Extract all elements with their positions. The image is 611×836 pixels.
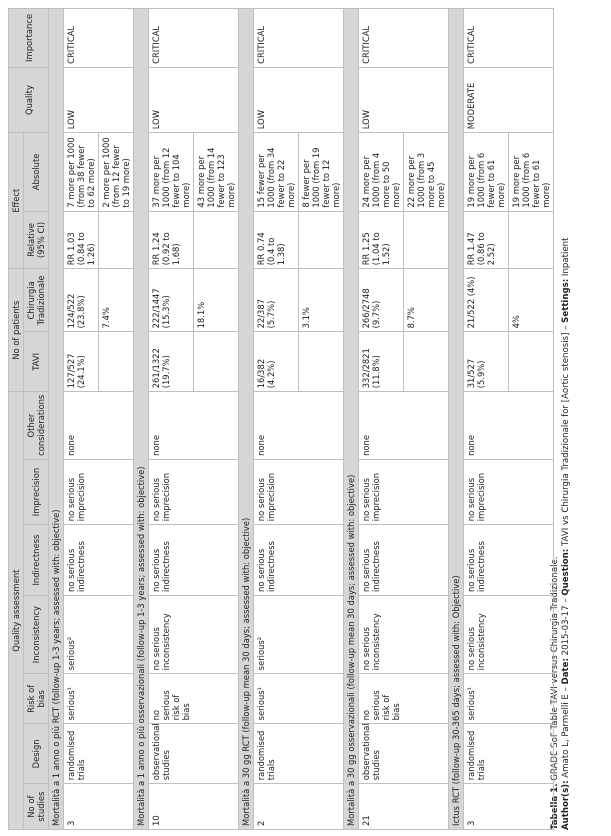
outcome-row	[149, 9, 194, 830]
outcome-section-row	[449, 9, 464, 830]
imprecision-cell: no serious imprecision	[64, 459, 134, 524]
tavi-cell: 16/382 (4.2%)	[254, 332, 299, 392]
imprecision-header: Imprecision	[24, 459, 49, 524]
indirectness-cell: no serious indirectness	[359, 525, 449, 596]
chirurgia-cell-2: 3.1%	[299, 269, 344, 332]
other-cell: none	[254, 392, 344, 460]
risk-cell: serious¹	[64, 674, 134, 724]
caption-title-bold: Tabella 1.	[550, 783, 560, 830]
chirurgia-header: Chirurgia Tradizionale	[24, 269, 49, 332]
quality-header: Quality	[9, 67, 49, 132]
outcome-title: Mortalità a 30 gg osservazionali (follow-up mean 30 days; assessed with: objective)	[344, 9, 359, 830]
tavi-cell: 332/2821 (11.8%)	[359, 332, 404, 392]
design-cell: randomised trials	[464, 724, 554, 784]
indirectness-cell: no serious indirectness	[464, 525, 554, 596]
outcome-title: Mortalità a 30 gg RCT (follow-up mean 30 days; assessed with: objective)	[239, 9, 254, 830]
indirectness-cell: no serious indirectness	[149, 525, 239, 596]
importance-header: Importance	[9, 9, 49, 68]
studies-cell: 2	[254, 784, 344, 830]
chirurgia-cell: 22/387 (5.7%)	[254, 269, 299, 332]
relative-cell-empty	[194, 211, 239, 269]
outcome-title: Mortalità a 1 anno o più RCT (follow-up 1-3 years; assessed with: objective)	[49, 9, 64, 830]
chirurgia-cell-2: 4%	[509, 269, 554, 332]
question-value: TAVI vs Chirurgia Tradizionale for [Aortic stenosis] –	[561, 322, 571, 549]
imprecision-cell: no serious imprecision	[359, 459, 449, 524]
studies-cell: 3	[464, 784, 554, 830]
outcome-section-row	[344, 9, 359, 830]
relative-cell-empty	[299, 211, 344, 269]
outcome-section-row	[239, 9, 254, 830]
caption-title-rest: GRADE SoF Table TAVI versus Chirurgia Tradizionale.	[550, 556, 560, 784]
design-cell: observational studies	[359, 724, 449, 784]
chirurgia-cell-2: 8.7%	[404, 269, 449, 332]
chirurgia-cell: 222/1447 (15.3%)	[149, 269, 194, 332]
chirurgia-cell: 266/2748 (9.7%)	[359, 269, 404, 332]
tavi-cell-empty	[404, 332, 449, 392]
indirectness-cell: no serious indirectness	[64, 525, 134, 596]
design-cell: randomised trials	[64, 724, 134, 784]
effect-header: Effect	[9, 133, 24, 269]
imprecision-cell: no serious imprecision	[464, 459, 554, 524]
inconsistency-cell: no serious inconsistency	[149, 595, 239, 673]
inconsistency-cell: serious²	[64, 595, 134, 673]
tavi-cell-empty	[194, 332, 239, 392]
quality-cell: LOW	[254, 67, 344, 132]
absolute-cell-2: 43 more per 1000 (from 14 fewer to 123 more)	[194, 133, 239, 211]
outcome-title: Ictus RCT (follow-up 30-365 days; assessed with: Objective)	[449, 9, 464, 830]
settings-label: Settings:	[561, 278, 571, 323]
importance-cell: CRITICAL	[464, 9, 554, 68]
tavi-cell-empty	[509, 332, 554, 392]
relative-cell: RR 1.03 (0.84 to 1.26)	[64, 211, 99, 269]
indirectness-header: Indirectness	[24, 525, 49, 596]
outcome-title: Mortalità a 1 anno o più osservazionali (follow-up 1-3 years; assessed with: objective)	[134, 9, 149, 830]
risk-of-bias-header: Risk of bias	[24, 674, 49, 724]
indirectness-cell: no serious indirectness	[254, 525, 344, 596]
design-header: Design	[24, 724, 49, 784]
tavi-cell: 261/1322 (19.7%)	[149, 332, 194, 392]
absolute-cell-2: 2 more per 1000 (from 12 fewer to 19 more)	[99, 133, 134, 211]
studies-cell: 10	[149, 784, 239, 830]
absolute-cell-2: 22 more per 1000 (from 3 more to 45 more)	[404, 133, 449, 211]
absolute-cell: 24 more per 1000 (from 4 more to 50 more)	[359, 133, 404, 211]
date-label: Date:	[561, 658, 571, 685]
absolute-header: Absolute	[24, 133, 49, 211]
authors-value: Amato L, Parmelli E –	[561, 684, 571, 781]
other-cell: none	[359, 392, 449, 460]
other-cell: none	[149, 392, 239, 460]
absolute-cell: 37 more per 1000 (from 12 fewer to 104 more)	[149, 133, 194, 211]
chirurgia-cell-2: 7.4%	[99, 269, 134, 332]
risk-cell: serious¹	[464, 674, 554, 724]
inconsistency-header: Inconsistency	[24, 595, 49, 673]
outcome-row	[464, 9, 509, 830]
outcome-row	[254, 9, 299, 830]
outcome-row	[359, 9, 404, 830]
tavi-cell-empty	[299, 332, 344, 392]
relative-cell: RR 1.24 (0.92 to 1.68)	[149, 211, 194, 269]
relative-cell: RR 1.25 (1.04 to 1.52)	[359, 211, 404, 269]
outcome-section-row	[134, 9, 149, 830]
inconsistency-cell: no serious inconsistency	[464, 595, 554, 673]
risk-cell: no serious risk of bias	[149, 674, 239, 724]
inconsistency-cell: serious²	[254, 595, 344, 673]
importance-cell: CRITICAL	[149, 9, 239, 68]
importance-cell: CRITICAL	[254, 9, 344, 68]
tavi-cell: 31/527 (5.9%)	[464, 332, 509, 392]
risk-cell: serious¹	[254, 674, 344, 724]
design-cell: randomised trials	[254, 724, 344, 784]
authors-label: Author(s):	[561, 780, 571, 830]
grade-sof-table	[8, 8, 554, 830]
studies-cell: 21	[359, 784, 449, 830]
chirurgia-cell-2: 18.1%	[194, 269, 239, 332]
imprecision-cell: no serious imprecision	[149, 459, 239, 524]
chirurgia-cell: 124/522 (23.8%)	[64, 269, 99, 332]
settings-value: Inpatient	[561, 237, 571, 279]
outcome-row	[64, 9, 99, 830]
relative-header: Relative (95% CI)	[24, 211, 49, 269]
quality-cell: MODERATE	[464, 67, 554, 132]
quality-cell: LOW	[64, 67, 134, 132]
risk-cell: no serious risk of bias	[359, 674, 449, 724]
tavi-header: TAVI	[24, 332, 49, 392]
no-of-studies-header: No of studies	[24, 784, 49, 830]
tavi-cell-empty	[99, 332, 134, 392]
absolute-cell: 19 more per 1000 (from 6 fewer to 61 more)	[464, 133, 509, 211]
absolute-cell-2: 19 more per 1000 (from 6 fewer to 61 more)	[509, 133, 554, 211]
relative-cell: RR 1.47 (0.86 to 2.52)	[464, 211, 509, 269]
studies-cell: 3	[64, 784, 134, 830]
chirurgia-cell: 21/522 (4%)	[464, 269, 509, 332]
question-label: Question:	[561, 548, 571, 596]
inconsistency-cell: no serious inconsistency	[359, 595, 449, 673]
design-cell: observational studies	[149, 724, 239, 784]
date-value: 2015-03-17 –	[561, 595, 571, 659]
absolute-cell-2: 8 fewer per 1000 (from 19 fewer to 12 more)	[299, 133, 344, 211]
imprecision-cell: no serious imprecision	[254, 459, 344, 524]
other-cell: none	[64, 392, 134, 460]
caption-meta	[561, 10, 572, 830]
outcome-section-row	[49, 9, 64, 830]
quality-assessment-header: Quality assessment	[9, 392, 24, 830]
absolute-cell: 7 more per 1000 (from 38 fewer to 62 more)	[64, 133, 99, 211]
importance-cell: CRITICAL	[64, 9, 134, 68]
relative-cell-empty	[99, 211, 134, 269]
relative-cell-empty	[404, 211, 449, 269]
importance-cell: CRITICAL	[359, 9, 449, 68]
tavi-cell: 127/527 (24.1%)	[64, 332, 99, 392]
relative-cell-empty	[509, 211, 554, 269]
no-of-patients-header: No of patients	[9, 269, 24, 392]
quality-cell: LOW	[149, 67, 239, 132]
other-considerations-header: Other considerations	[24, 392, 49, 460]
relative-cell: RR 0.74 (0.4 to 1.38)	[254, 211, 299, 269]
absolute-cell: 15 fewer per 1000 (from 34 fewer to 22 more)	[254, 133, 299, 211]
other-cell: none	[464, 392, 554, 460]
quality-cell: LOW	[359, 67, 449, 132]
